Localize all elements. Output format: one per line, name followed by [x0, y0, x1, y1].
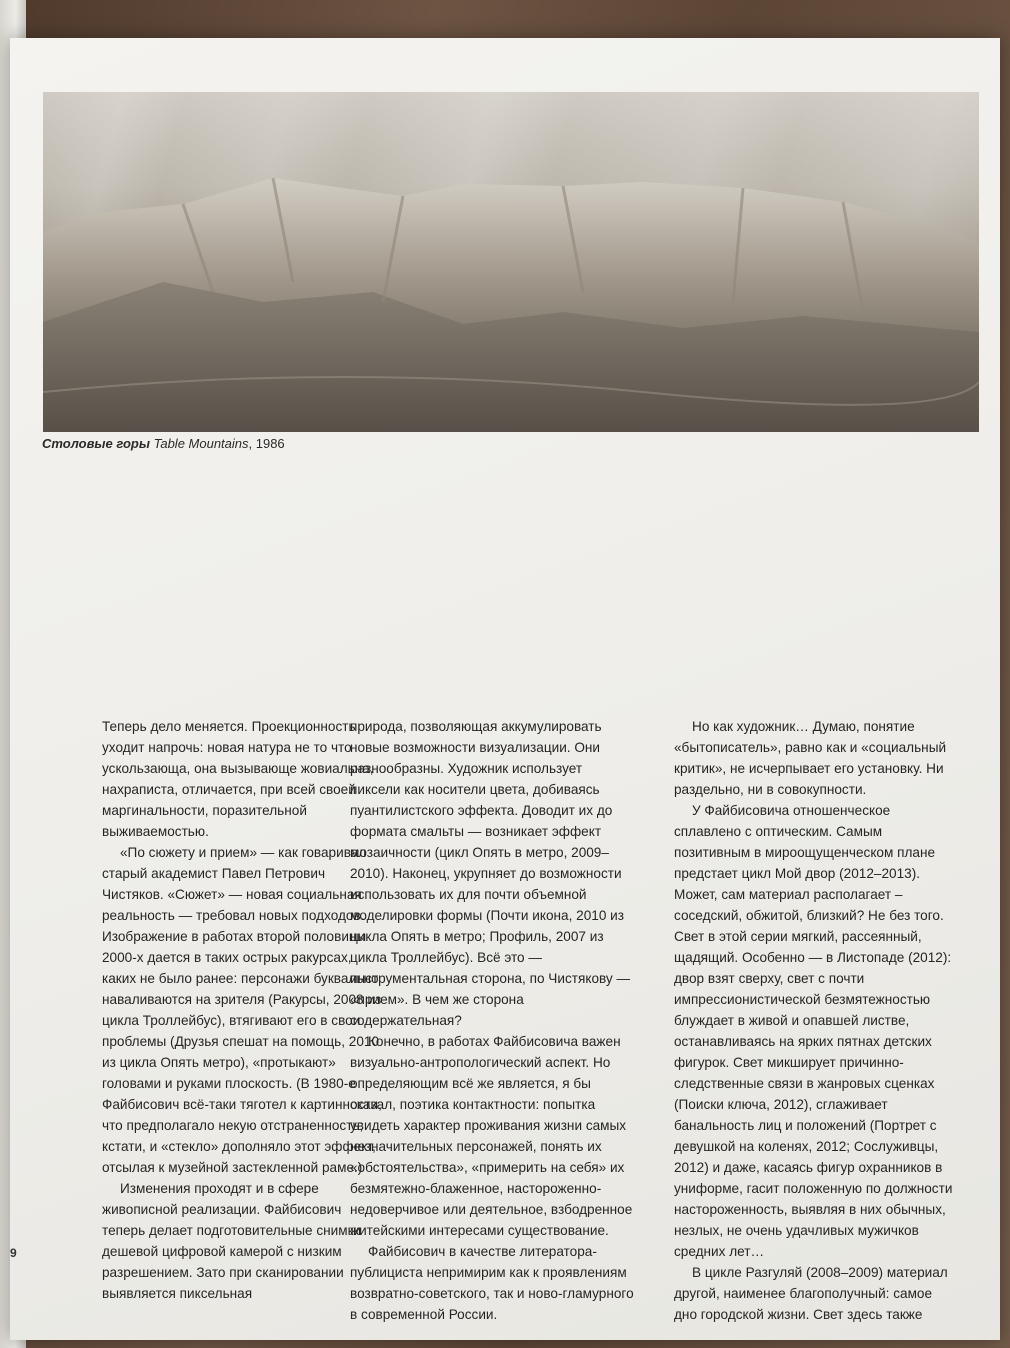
caption-title-en: Table Mountains — [153, 436, 249, 451]
paragraph: Файбисович в качестве литератора-публициста непримирим как к проявлениям возвратно-советского, так и ново-гламурного в современной России. — [350, 1244, 634, 1322]
paragraph: Изменения проходят и в сфере живописной реализации. Файбисович теперь делает подготовительные снимки дешевой цифровой камерой с низким разрешением. Зато при сканировании выявляется пиксельная — [102, 1181, 362, 1301]
paragraph: природа, позволяющая аккумулировать новые возможности визуализации. Они разнообразны. Художник использует пиксели как носители цвета, добиваясь пуантилистского эффекта. Доводит их до формата смальты — возникает эффект мозаичности (цикл Опять в метро, 2009–2010). Наконец, укрупняет до возможности использовать их для почти объемной моделировки формы (Почти икона, 2010 из цикла Опять в метро; Профиль, 2007 из цикла Троллейбус). Всё это — инструментальная сторона, по Чистякову — «прием». В чем же сторона содержательная? — [350, 719, 631, 1028]
magazine-page — [10, 38, 1000, 1340]
painting-image — [43, 92, 979, 432]
paragraph: Теперь дело меняется. Проекционность уходит напрочь: новая натура не то что ускользающа, она вызывающе жовиальна, нахраписта, отличается, при всей своей маргинальности, поразительной выживаемостью. — [102, 719, 374, 839]
paragraph: У Файбисовича отношенческое сплавлено с оптическим. Самым позитивным в мироощущенческом плане предстает цикл Мой двор (2012–2013). Может, сам материал располагает – соседский, обжитой, близкий? Не без того. Свет в этой серии мягкий, рассеянный, щадящий. Особенно — в Листопаде (2012): двор взят сверху, свет с почти импрессионистической безмятежностью блуждает в живой и опавшей листве, останавливаясь на ярких пятнах детских фигурок. Свет микширует причинно-следственные связи в жанровых сценках (Поиски ключа, 2012), сглаживает банальность лиц и положений (Портрет с девушкой на коленях, 2012; Сослуживцы, 2012) и даже, касаясь фигур охранников в униформе, гасит положенную по должности настороженность, выявляя в них обычных, незлых, не очень удачливых мужичков средних лет… — [674, 803, 953, 1259]
paragraph: В цикле Разгуляй (2008–2009) материал другой, наименее благополучный: самое дно городской жизни. Свет здесь также — [674, 1265, 948, 1322]
paragraph: Конечно, в работах Файбисовича важен визуально-антропологический аспект. Но определяющим всё же является, я бы сказал, поэтика контактности: попытка увидеть характер проживания жизни самых незначительных персонажей, понять их «обстоятельства», «примерить на себя» их безмятежно-блаженное, настороженно-недоверчивое или деятельное, взбодренное житейскими интересами существование. — [350, 1034, 633, 1238]
caption-title-ru: Столовые горы — [42, 436, 150, 451]
caption-year: , 1986 — [248, 436, 285, 451]
mountain-landscape — [43, 92, 979, 432]
page-number: 9 — [10, 1246, 17, 1260]
text-column-1 — [102, 716, 387, 1304]
paragraph: Но как художник… Думаю, понятие «бытописатель», равно как и «социальный критик», не исчерпывает его установку. Ни раздельно, ни в совокупности. — [674, 719, 947, 797]
text-column-3 — [674, 716, 956, 1325]
paragraph: «По сюжету и прием» — как говаривал старый академист Павел Петрович Чистяков. «Сюжет» — новая социальная реальность — требовал новых подходов. Изображение в работах второй половины 2000-х дается в таких острых ракурсах, каких не было ранее: персонажи буквально наваливаются на зрителя (Ракурсы, 2008 из цикла Троллейбус), втягивают его в свои проблемы (Друзья спешат на помощь, 2010 из цикла Опять метро), «протыкают» головами и руками плоскость. (В 1980-е Файбисович всё-таки тяготел к картинности, что предполагало некую отстраненность; кстати, и «стекло» дополняло этот эффект, отсылая к музейной застекленной раме.) — [102, 845, 382, 1175]
text-column-2 — [350, 716, 635, 1325]
image-caption — [42, 436, 285, 451]
